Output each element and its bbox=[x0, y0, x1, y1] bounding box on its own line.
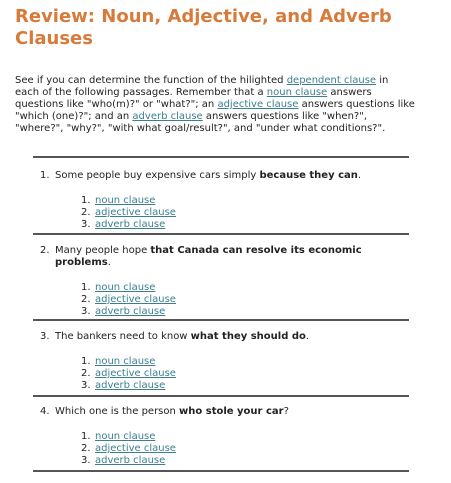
option-adverb-clause[interactable]: adverb clause bbox=[95, 455, 166, 466]
option-noun-clause[interactable]: noun clause bbox=[95, 356, 156, 367]
intro-text-4: answers questions like "which (one)?"; and an bbox=[15, 99, 415, 122]
adjective-clause-link[interactable]: adjective clause bbox=[217, 99, 299, 110]
option-adverb-clause[interactable]: adverb clause bbox=[95, 380, 166, 391]
question-stem: Some people buy expensive cars simply bbox=[55, 170, 260, 181]
answer-option bbox=[81, 356, 451, 368]
question-end: . bbox=[305, 331, 310, 342]
highlighted-clause: because they can bbox=[259, 170, 358, 181]
question-text bbox=[33, 406, 409, 418]
question-text bbox=[33, 170, 409, 182]
noun-clause-link[interactable]: noun clause bbox=[266, 87, 328, 98]
intro-text-1: See if you can determine the function of the hilighted bbox=[15, 75, 287, 86]
divider bbox=[33, 319, 409, 321]
question-4 bbox=[33, 406, 409, 467]
option-adjective-clause[interactable]: adjective clause bbox=[95, 207, 176, 218]
question-end: ? bbox=[283, 406, 289, 417]
answer-option bbox=[81, 282, 451, 294]
option-number: 2. bbox=[81, 443, 91, 454]
question-number: 2. bbox=[40, 245, 50, 256]
question-2 bbox=[33, 245, 409, 318]
option-noun-clause[interactable]: noun clause bbox=[95, 431, 156, 442]
question-number: 1. bbox=[40, 170, 50, 181]
option-noun-clause[interactable]: noun clause bbox=[95, 282, 156, 293]
option-number: 1. bbox=[81, 195, 91, 206]
answer-option bbox=[81, 455, 451, 467]
option-adverb-clause[interactable]: adverb clause bbox=[95, 306, 166, 317]
option-adjective-clause[interactable]: adjective clause bbox=[95, 368, 176, 379]
answer-option bbox=[81, 443, 451, 455]
answer-options bbox=[81, 282, 451, 318]
question-number: 3. bbox=[40, 331, 50, 342]
answer-options bbox=[81, 431, 451, 467]
adverb-clause-link[interactable]: adverb clause bbox=[132, 111, 203, 122]
divider bbox=[33, 156, 409, 158]
answer-option bbox=[81, 219, 451, 231]
question-text bbox=[33, 331, 409, 343]
option-adjective-clause[interactable]: adjective clause bbox=[95, 294, 176, 305]
answer-option bbox=[81, 431, 451, 443]
answer-option bbox=[81, 306, 451, 318]
option-number: 2. bbox=[81, 294, 91, 305]
intro-text-5: answers questions like "when?", "where?", "why?", "with what goal/result?", and "under what conditions?". bbox=[15, 111, 386, 134]
intro-text-2: in each of the following passages. Remember that a bbox=[15, 75, 389, 98]
option-number: 2. bbox=[81, 207, 91, 218]
page-title: Review: Noun, Adjective, and Adverb Clauses bbox=[15, 6, 392, 49]
answer-option bbox=[81, 207, 451, 219]
question-text bbox=[33, 245, 409, 269]
answer-option bbox=[81, 294, 451, 306]
option-noun-clause[interactable]: noun clause bbox=[95, 195, 156, 206]
question-stem: The bankers need to know bbox=[55, 331, 191, 342]
option-number: 3. bbox=[81, 455, 91, 466]
answer-option bbox=[81, 368, 451, 380]
option-number: 3. bbox=[81, 219, 91, 230]
option-adverb-clause[interactable]: adverb clause bbox=[95, 219, 166, 230]
answer-option bbox=[81, 195, 451, 207]
dependent-clause-link[interactable]: dependent clause bbox=[286, 75, 377, 86]
highlighted-clause: that Canada can resolve its economic problems bbox=[55, 245, 362, 268]
question-1 bbox=[33, 170, 409, 231]
option-number: 3. bbox=[81, 380, 91, 391]
question-stem: Many people hope bbox=[55, 245, 151, 256]
divider bbox=[33, 470, 409, 472]
question-end: . bbox=[357, 170, 362, 181]
option-adjective-clause[interactable]: adjective clause bbox=[95, 443, 176, 454]
option-number: 1. bbox=[81, 282, 91, 293]
option-number: 1. bbox=[81, 356, 91, 367]
highlighted-clause: who stole your car bbox=[179, 406, 284, 417]
question-3 bbox=[33, 331, 409, 392]
question-end: . bbox=[107, 257, 111, 268]
option-number: 1. bbox=[81, 431, 91, 442]
option-number: 3. bbox=[81, 306, 91, 317]
answer-options bbox=[81, 356, 451, 392]
divider bbox=[33, 233, 409, 235]
question-number: 4. bbox=[40, 406, 50, 417]
option-number: 2. bbox=[81, 368, 91, 379]
answer-options bbox=[81, 195, 451, 231]
question-stem: Which one is the person bbox=[55, 406, 180, 417]
intro-text-3: answers questions like "who(m)?" or "what?"; an bbox=[15, 87, 372, 110]
instructions-paragraph bbox=[15, 75, 415, 135]
answer-option bbox=[81, 380, 451, 392]
highlighted-clause: what they should do bbox=[190, 331, 306, 342]
divider bbox=[33, 395, 409, 397]
